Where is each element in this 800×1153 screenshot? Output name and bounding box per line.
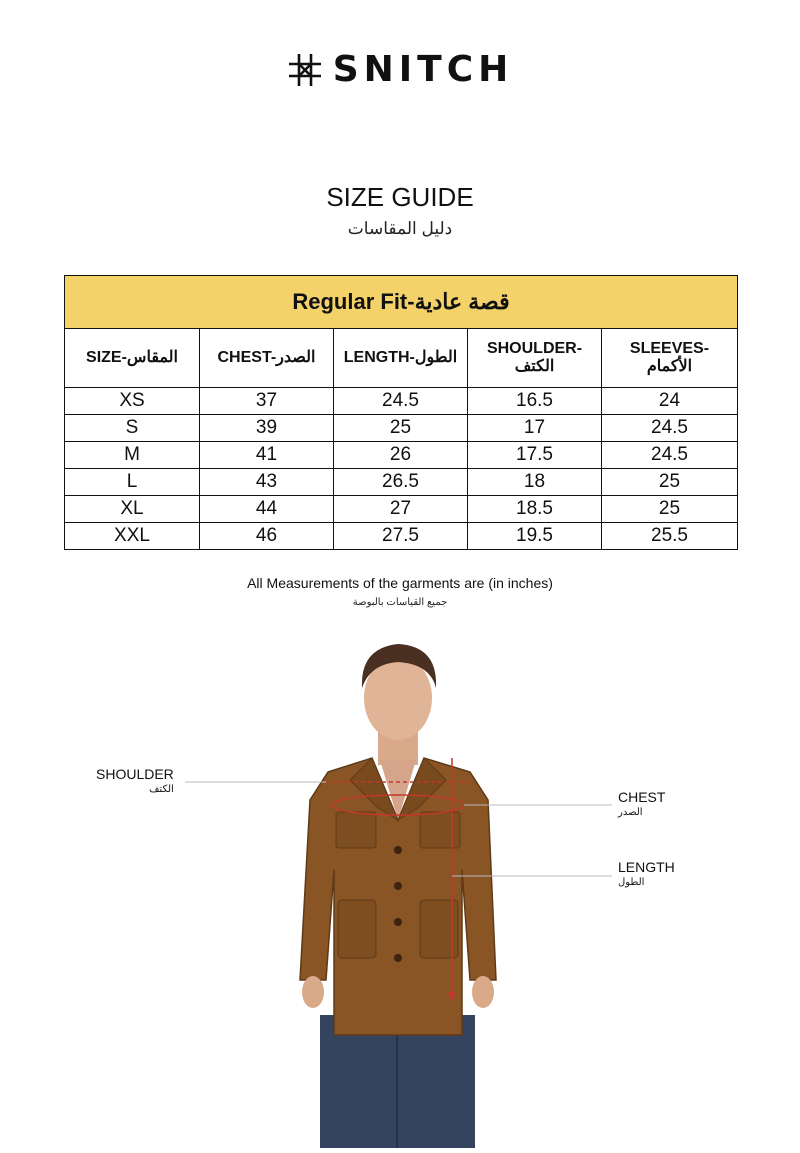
header-en: SHOULDER- [486,340,583,357]
cell-sleeves: 25 [602,469,738,496]
column-header-length [334,329,468,388]
cell-sleeves: 24.5 [602,442,738,469]
chest-label: CHEST [618,789,666,805]
cell-size: S [65,415,200,442]
measurement-note: All Measurements of the garments are (in inches) [247,575,553,591]
column-header-row [65,329,738,388]
measurement-figure [0,630,800,1148]
shoulder-label: SHOULDER [96,766,174,782]
header-en: SLEEVES- [629,340,710,357]
cell-sleeves: 25 [602,496,738,523]
cell-chest: 41 [200,442,334,469]
cell-chest: 39 [200,415,334,442]
table-row [65,388,738,415]
cell-shoulder: 17.5 [468,442,602,469]
cell-sleeves: 25.5 [602,523,738,550]
table-row [65,469,738,496]
cell-length: 25 [334,415,468,442]
cell-shoulder: 17 [468,415,602,442]
cell-chest: 46 [200,523,334,550]
header-ar: الكتف [514,358,555,375]
shoulder-callout [96,766,174,795]
chest-label-arabic: الصدر [618,807,643,818]
size-chart-table [64,275,738,550]
column-header-chest [200,329,334,388]
cell-length: 27 [334,496,468,523]
header-en: LENGTH- [343,349,415,366]
cell-size: L [65,469,200,496]
cell-sleeves: 24.5 [602,415,738,442]
cell-size: M [65,442,200,469]
cell-chest: 37 [200,388,334,415]
length-label-arabic: الطول [618,877,645,888]
model-jacket-illustration [0,630,800,1148]
cell-sleeves: 24 [602,388,738,415]
cell-size: XXL [65,523,200,550]
page-title: SIZE GUIDE [326,182,474,212]
column-header-shoulder [468,329,602,388]
brand-logo [0,49,800,90]
length-callout [618,859,675,888]
cell-size: XL [65,496,200,523]
snitch-logo-icon [287,52,323,88]
measurement-note-arabic: جميع القياسات بالبوصة [352,597,448,608]
chest-callout [618,789,665,818]
length-label: LENGTH [618,859,675,875]
header-ar: الأكمام [646,358,693,375]
page-subtitle-arabic: دليل المقاسات [347,219,453,238]
header-en: CHEST- [217,349,277,366]
table-row [65,496,738,523]
brand-name: SNITCH [332,49,514,90]
table-row [65,523,738,550]
cell-length: 24.5 [334,388,468,415]
header-ar: الطول [414,349,458,366]
cell-shoulder: 18 [468,469,602,496]
column-header-sleeves [602,329,738,388]
shoulder-label-arabic: الكتف [149,784,174,795]
header-ar: الصدر [276,349,316,366]
cell-chest: 43 [200,469,334,496]
cell-length: 26 [334,442,468,469]
fit-label: Regular Fit-قصة عادية [65,276,738,329]
cell-length: 27.5 [334,523,468,550]
header-en: SIZE- [86,349,127,366]
column-header-size [65,329,200,388]
cell-length: 26.5 [334,469,468,496]
table-row [65,442,738,469]
cell-shoulder: 16.5 [468,388,602,415]
cell-shoulder: 19.5 [468,523,602,550]
table-row [65,415,738,442]
cell-chest: 44 [200,496,334,523]
cell-shoulder: 18.5 [468,496,602,523]
fit-header-row [65,276,738,329]
header-ar: المقاس [126,349,178,366]
cell-size: XS [65,388,200,415]
